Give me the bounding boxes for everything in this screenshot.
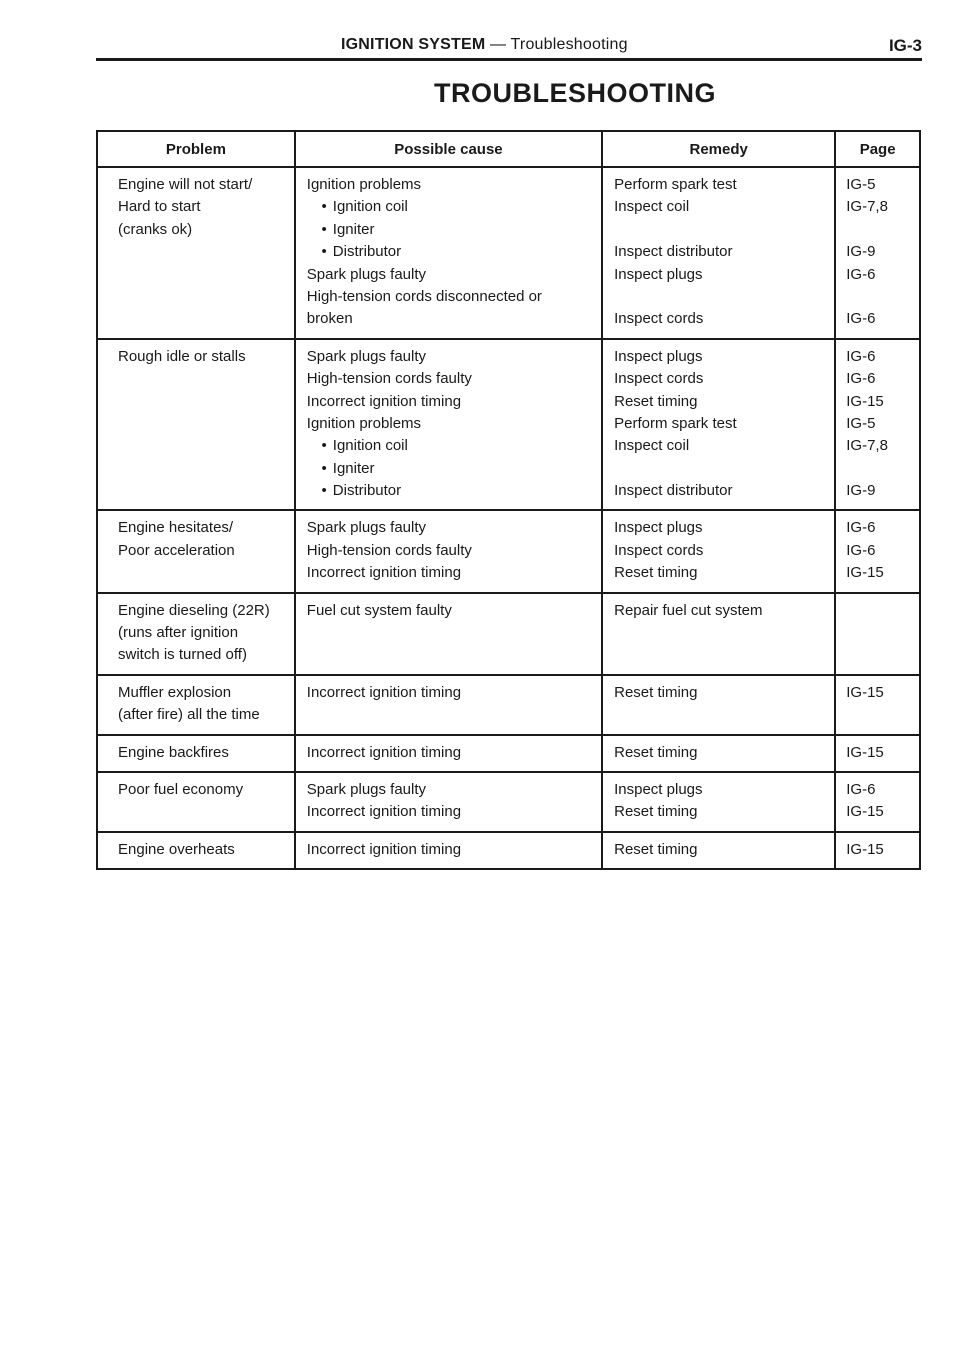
cell-line: • Ignition coil [307,196,591,218]
cell-line: • Igniter [307,219,591,241]
table-cell-page [835,832,920,869]
table-row [97,593,920,675]
column-header-problem: Problem [97,131,295,167]
cell-line: switch is turned off) [118,646,247,664]
cell-line: Engine dieseling (22R) [118,601,270,619]
table-row [97,510,920,592]
cell-line: IG-15 [846,392,884,410]
page-title: TROUBLESHOOTING [434,78,716,108]
cell-line [846,286,909,308]
cell-line: • Igniter [307,458,591,480]
cell-line: Perform spark test [614,414,737,432]
column-header-remedy: Remedy [602,131,835,167]
table-cell-page [835,735,920,772]
cell-line: IG-15 [846,683,884,701]
cell-line: IG-15 [846,803,884,821]
table-cell-problem [97,675,295,735]
cell-line: High-tension cords disconnected or [306,287,542,305]
cell-line: • Distributor [307,241,591,263]
cell-line: Spark plugs faulty [306,347,427,365]
cell-line: IG-6 [846,310,876,328]
cell-line: (cranks ok) [118,220,193,238]
cell-line: IG-6 [846,347,876,365]
cell-line: Rough idle or stalls [118,347,246,365]
cell-line: IG-5 [846,414,876,432]
table-cell-remedy [602,510,835,592]
cell-line: Engine overheats [118,840,235,858]
table-cell-cause [295,735,602,772]
table-row [97,832,920,869]
table-cell-remedy [602,772,835,832]
table-cell-page [835,593,920,675]
section-subtitle: — Troubleshooting [485,36,628,53]
table-cell-cause [295,167,602,339]
cell-line [614,286,824,308]
cell-line: Incorrect ignition timing [306,683,462,701]
cell-line: Engine backfires [118,743,229,761]
troubleshooting-table [96,130,921,870]
cell-line: IG-6 [846,541,876,559]
table-cell-page [835,772,920,832]
cell-line: Spark plugs faulty [306,780,427,798]
cell-line: Reset timing [614,392,698,410]
cell-line: IG-7,8 [846,437,888,455]
cell-line [846,219,909,241]
cell-line: Fuel cut system faulty [306,601,452,619]
cell-line: Inspect plugs [614,780,703,798]
table-cell-remedy [602,593,835,675]
table-row [97,167,920,339]
cell-line: High-tension cords faulty [306,370,472,388]
table-header-row [97,131,920,167]
cell-line: Poor fuel economy [118,780,244,798]
cell-line: IG-6 [846,370,876,388]
cell-line: Reset timing [614,743,698,761]
table-cell-cause [295,510,602,592]
cell-line: Inspect plugs [614,265,703,283]
table-cell-cause [295,772,602,832]
cell-line: broken [306,310,353,328]
cell-line: High-tension cords faulty [306,541,472,559]
section-name: IGNITION SYSTEM [341,36,486,53]
cell-line: Repair fuel cut system [614,601,763,619]
cell-line: Incorrect ignition timing [306,564,462,582]
section-title [341,36,628,54]
cell-line: Engine hesitates/ [118,519,234,537]
cell-line: Incorrect ignition timing [306,392,462,410]
cell-line: IG-15 [846,564,884,582]
cell-line [614,458,824,480]
cell-line: IG-7,8 [846,198,888,216]
table-row [97,735,920,772]
cell-line: IG-9 [846,482,876,500]
table-cell-remedy [602,832,835,869]
table-cell-cause [295,593,602,675]
cell-line: Reset timing [614,564,698,582]
table-cell-page [835,510,920,592]
cell-line: Hard to start [118,198,201,216]
cell-line: Spark plugs faulty [306,519,427,537]
cell-line: IG-6 [846,519,876,537]
cell-line: (after fire) all the time [118,706,260,724]
cell-line: Poor acceleration [118,541,235,559]
cell-line: Incorrect ignition timing [306,803,462,821]
page-header [96,34,922,61]
cell-line: Inspect cords [614,310,704,328]
table-cell-problem [97,832,295,869]
table-cell-problem [97,339,295,511]
cell-line: IG-15 [846,743,884,761]
cell-line: IG-6 [846,265,876,283]
cell-line: Muffler explosion [118,683,232,701]
cell-line: Inspect cords [614,370,704,388]
table-cell-problem [97,593,295,675]
table-row [97,772,920,832]
page-number: IG-3 [888,36,922,55]
cell-line: Inspect cords [614,541,704,559]
cell-line: Spark plugs faulty [306,265,427,283]
table-cell-cause [295,339,602,511]
cell-line: Inspect distributor [614,243,733,261]
cell-line: Reset timing [614,683,698,701]
cell-line: IG-6 [846,780,876,798]
cell-line: IG-15 [846,840,884,858]
table-cell-page [835,167,920,339]
cell-line: Incorrect ignition timing [306,743,462,761]
table-cell-remedy [602,735,835,772]
column-header-page: Page [835,131,920,167]
cell-line: Inspect plugs [614,347,703,365]
table-cell-problem [97,510,295,592]
cell-line: Ignition problems [306,176,422,193]
table-row [97,675,920,735]
cell-line: Inspect plugs [614,519,703,537]
cell-line: IG-9 [846,243,876,261]
table-cell-cause [295,832,602,869]
cell-line: Incorrect ignition timing [306,840,462,858]
column-header-possible-cause: Possible cause [295,131,602,167]
table-cell-remedy [602,167,835,339]
cell-line: (runs after ignition [118,624,239,642]
table-cell-cause [295,675,602,735]
cell-line: Inspect distributor [614,482,733,500]
table-body [97,167,920,869]
table-cell-remedy [602,675,835,735]
cell-line: Engine will not start/ [118,176,253,193]
cell-line: IG-5 [846,176,876,193]
table-cell-problem [97,772,295,832]
table-cell-page [835,675,920,735]
table-cell-remedy [602,339,835,511]
table-cell-problem [97,167,295,339]
cell-line: Perform spark test [614,176,737,193]
cell-line [614,219,824,241]
cell-line: Reset timing [614,803,698,821]
table-cell-page [835,339,920,511]
cell-line: • Ignition coil [307,435,591,457]
table-row [97,339,920,511]
cell-line: Ignition problems [306,414,422,432]
cell-line: Inspect coil [614,437,690,455]
cell-line: • Distributor [307,480,591,502]
cell-line: Inspect coil [614,198,690,216]
cell-line [846,458,909,480]
table-cell-problem [97,735,295,772]
cell-line: Reset timing [614,840,698,858]
